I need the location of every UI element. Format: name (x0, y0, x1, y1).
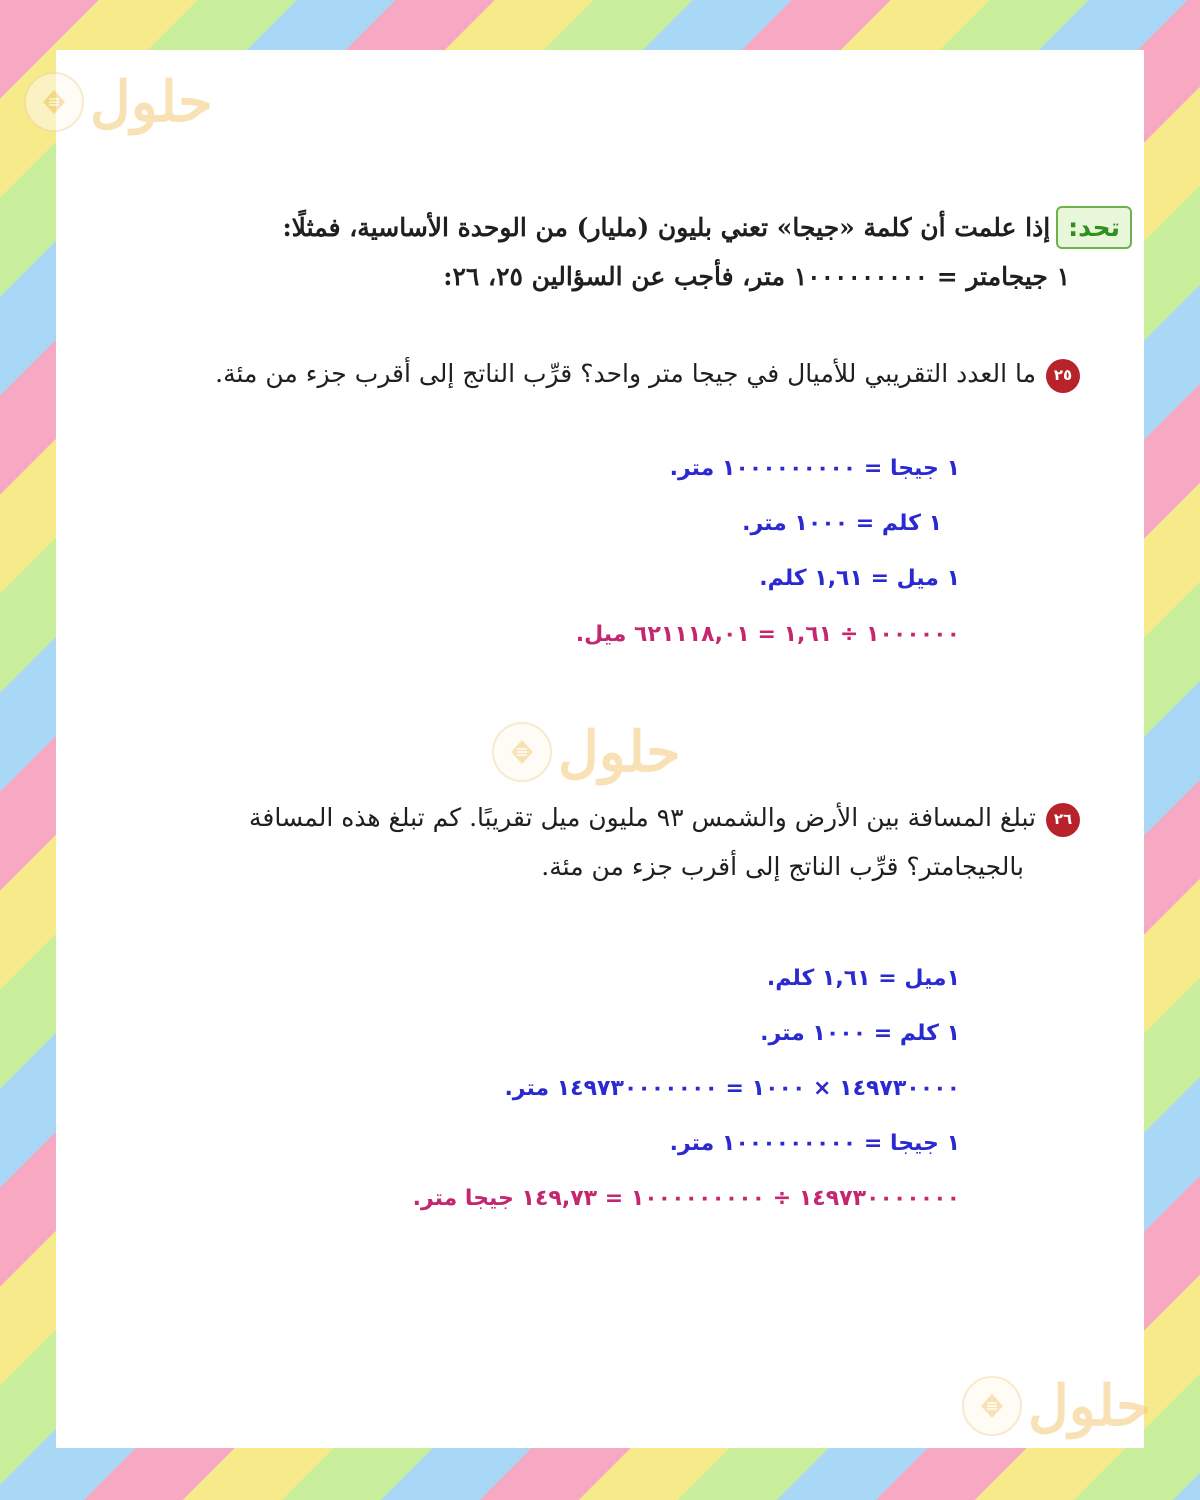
challenge-block (152, 206, 1132, 294)
watermark-text: حلول (1028, 1373, 1151, 1439)
answer-25-result: ١٠٠٠٠٠٠ ÷ ١,٦١ = ٦٢١١١٨,٠١ ميل. (575, 622, 960, 647)
watermark-logo-bottom (962, 1373, 1151, 1439)
book-icon (962, 1376, 1022, 1436)
answer-26-line-1: ١ميل = ١,٦١ كلم. (766, 966, 960, 991)
question-number-badge: ٢٦ (1046, 803, 1080, 837)
answer-26-result: ١٤٩٧٣٠٠٠٠٠٠٠ ÷ ١٠٠٠٠٠٠٠٠٠ = ١٤٩,٧٣ جيجا متر. (412, 1186, 960, 1211)
answer-25-line-2: ١ كلم = ١٠٠٠ متر. (742, 511, 942, 536)
answer-26-line-2: ١ كلم = ١٠٠٠ متر. (760, 1021, 960, 1046)
question-number-badge: ٢٥ (1046, 359, 1080, 393)
watermark-logo (24, 69, 213, 135)
question-26-line-1 (140, 800, 1080, 837)
book-icon (492, 722, 552, 782)
question-25 (140, 356, 1080, 393)
watermark-logo-center (492, 719, 681, 785)
question-26-line-2: بالجيجامتر؟ قرِّب الناتج إلى أقرب جزء من مئة. (541, 851, 1024, 881)
challenge-line-2: ١ جيجامتر = ١٠٠٠٠٠٠٠٠٠ متر، فأجب عن السؤالين ٢٥، ٢٦: (443, 262, 1070, 291)
book-icon (24, 72, 84, 132)
watermark-text: حلول (90, 69, 213, 135)
answer-25-line-1: ١ جيجا = ١٠٠٠٠٠٠٠٠٠ متر. (669, 456, 960, 481)
challenge-text-1: إذا علمت أن كلمة «جيجا» تعني بليون (مليار) من الوحدة الأساسية، فمثلًا: (282, 213, 1051, 242)
challenge-line-1 (152, 206, 1132, 249)
question-26 (140, 800, 1080, 884)
answer-26-line-4: ١ جيجا = ١٠٠٠٠٠٠٠٠٠ متر. (669, 1131, 960, 1156)
watermark-text: حلول (558, 719, 681, 785)
challenge-label: تحد: (1056, 206, 1132, 249)
question-26-text-1: تبلغ المسافة بين الأرض والشمس ٩٣ مليون ميل تقريبًا. كم تبلغ هذه المسافة (248, 803, 1036, 832)
answer-26-line-3: ١٤٩٧٣٠٠٠٠ × ١٠٠٠ = ١٤٩٧٣٠٠٠٠٠٠٠ متر. (504, 1076, 960, 1101)
answer-25-line-3: ١ ميل = ١,٦١ كلم. (759, 566, 960, 591)
question-25-line (140, 356, 1080, 393)
question-25-text: ما العدد التقريبي للأميال في جيجا متر واحد؟ قرِّب الناتج إلى أقرب جزء من مئة. (215, 359, 1036, 388)
